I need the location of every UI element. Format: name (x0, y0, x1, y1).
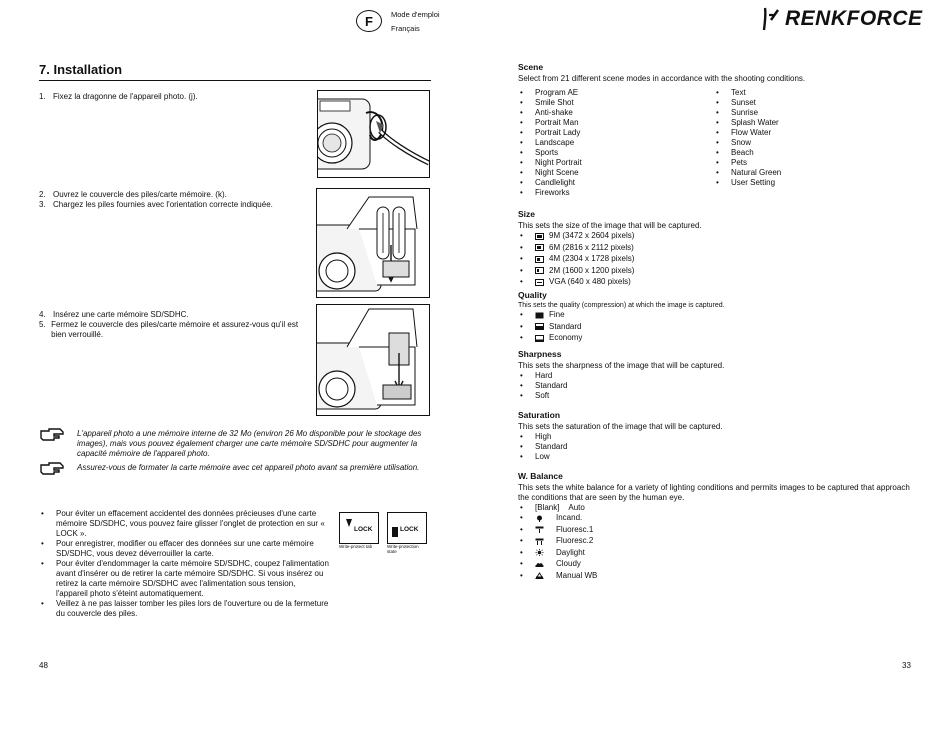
page-number-right: 33 (902, 661, 911, 670)
list-item: • Pour éviter d'endommager la carte mémoire SD/SDHC, coupez l'alimentation avant d'insérer ou de retirer la carte mémoire SD/SDHC. Si vous insérez ou retirez la carte mémoire SD/SDHC avec l'alimentation sous tension, l'appareil photo s'éteint automatiquement. (39, 559, 329, 599)
list-item: • Sunset (714, 98, 894, 108)
list-item: • Program AE (518, 88, 698, 98)
pointing-hand-icon (40, 462, 64, 481)
sharpness-description: This sets the sharpness of the image that will be captured. (518, 361, 725, 370)
list-item: • Night Scene (518, 168, 698, 178)
wb-option-text: • Fluoresc.2 (556, 536, 594, 545)
list-item (518, 536, 913, 548)
battery-compartment-illustration (317, 189, 429, 297)
white-balance-title: W. Balance (518, 471, 563, 481)
size-option-text: • 9M (3472 x 2604 pixels) (549, 231, 635, 240)
list-item: • Snow (714, 138, 894, 148)
quality-section (518, 290, 913, 345)
list-item: • Night Portrait (518, 158, 698, 168)
quality-description: This sets the quality (compression) at which the image is captured. (518, 302, 725, 309)
arrow-down-icon (346, 519, 352, 527)
list-item: • Landscape (518, 138, 698, 148)
list-item: • Flow Water (714, 128, 894, 138)
sharpness-section (518, 349, 913, 401)
scene-description: Select from 21 different scene modes in accordance with the shooting conditions. (518, 74, 806, 83)
economy-quality-icon (535, 335, 544, 342)
step-text: Ouvrez le couvercle des piles/carte mémoire. (k). (53, 190, 227, 199)
quality-option-text: • Economy (549, 333, 583, 342)
list-item: • Soft (518, 391, 913, 401)
battery-insertion-figure (316, 188, 430, 298)
list-item: • Text (714, 88, 894, 98)
list-item: • Natural Green (714, 168, 894, 178)
list-item: • Veillez à ne pas laisser tomber les piles lors de l'ouverture ou de la fermeture du couvercle des piles. (39, 599, 329, 619)
memory-note: L'appareil photo a une mémoire interne de 32 Mo (environ 26 Mo disponible pour le stockage des images), mais vous pouvez également charger une carte mémoire SD/SDHC pour augmenter la capacité mémoire de l'appareil photo. (77, 429, 422, 458)
step-number: 1. (39, 92, 46, 101)
lock-label: LOCK (354, 526, 373, 533)
lock-caption-left: Write-protect tab (339, 544, 373, 549)
size-title: Size (518, 209, 536, 219)
list-item: • Pour éviter un effacement accidentel des données précieuses d'une carte mémoire SD/SDHC, vous pouvez faire glisser l'onglet de protection en sur « LOCK ». (39, 509, 329, 539)
size-section (518, 209, 913, 289)
step-text: Fermez le couvercle des piles/carte mémoire et assurez-vous qu'il est bien verrouillé. (51, 320, 299, 339)
list-item (518, 266, 913, 278)
sharpness-list (518, 371, 913, 401)
format-note: Assurez-vous de formater la carte mémoire avec cet appareil photo avant sa première utilisation. (77, 463, 420, 472)
step-3 (39, 200, 309, 210)
pointing-hand-icon (40, 428, 64, 447)
manual-wb-icon (535, 572, 544, 579)
white-balance-section (518, 471, 913, 582)
write-protect-figure (339, 512, 429, 552)
scene-list-col1 (518, 88, 698, 198)
list-item: • Smile Shot (518, 98, 698, 108)
section-title: 7. Installation (39, 62, 431, 81)
step-number: 2. (39, 190, 46, 199)
list-item: • Pour enregistrer, modifier ou effacer des données sur une carte mémoire SD/SDHC, vous devez déverrouiller la carte. (39, 539, 329, 559)
size-option-text: • VGA (640 x 480 pixels) (549, 277, 631, 286)
list-item: • Standard (518, 381, 913, 391)
list-item (518, 254, 913, 266)
wb-option-text: Auto (568, 503, 585, 512)
list-item: • User Setting (714, 178, 894, 188)
wb-option-text: • Cloudy (556, 559, 581, 568)
list-item: • Standard (518, 442, 913, 452)
saturation-section (518, 410, 913, 462)
list-item (518, 513, 913, 525)
list-item: • Candlelight (518, 178, 698, 188)
list-item (518, 333, 913, 345)
quality-list (518, 310, 913, 345)
list-item (518, 322, 913, 334)
size-list (518, 231, 913, 289)
steps-2-3 (39, 190, 309, 210)
list-item (518, 559, 913, 571)
white-balance-list (518, 503, 913, 582)
strap-attachment-figure (317, 90, 430, 178)
fluorescent-2-icon (535, 538, 544, 545)
step-4 (39, 310, 311, 320)
quality-title: Quality (518, 290, 547, 300)
sd-card-lock-drawing (339, 512, 379, 544)
sd-card-insertion-figure (316, 304, 430, 416)
sd-card-locked-drawing (387, 512, 427, 544)
list-item (518, 571, 913, 583)
step-number: 5. (39, 320, 46, 329)
list-item (518, 243, 913, 255)
fluorescent-1-icon (535, 526, 544, 533)
saturation-description: This sets the saturation of the image that will be captured. (518, 422, 723, 431)
scene-list-col2 (714, 88, 894, 188)
scene-title: Scene (518, 62, 544, 72)
lock-tab (392, 527, 398, 537)
step-number: 4. (39, 310, 46, 319)
size-option-text: • 2M (1600 x 1200 pixels) (549, 265, 635, 275)
2m-size-icon (535, 267, 544, 274)
quality-option-text: • Fine (549, 310, 565, 319)
step-number: 3. (39, 200, 46, 209)
incandescent-icon (535, 515, 544, 522)
9m-size-icon (535, 233, 544, 240)
steps-4-5 (39, 310, 311, 340)
brand-name: RENKFORCE (785, 7, 923, 30)
camera-strap-illustration (318, 91, 429, 177)
list-item: • Sports (518, 148, 698, 158)
mode-line-2: Français (391, 24, 420, 33)
step-text: Insérez une carte mémoire SD/SDHC. (53, 310, 189, 319)
sd-card-bullets (39, 509, 329, 619)
size-option-text: • 6M (2816 x 2112 pixels) (549, 242, 634, 252)
list-item: • Fireworks (518, 188, 698, 198)
cloud-icon (535, 561, 544, 568)
list-item (518, 548, 913, 560)
list-item: • Portrait Man (518, 118, 698, 128)
sd-card-slot-illustration (317, 305, 429, 415)
list-item (518, 277, 913, 289)
list-item: • Portrait Lady (518, 128, 698, 138)
wb-option-text: • Manual WB (556, 570, 598, 580)
blank-label: [Blank] (535, 503, 560, 512)
list-item: • Hard (518, 371, 913, 381)
vga-size-icon (535, 279, 544, 286)
fine-quality-icon (535, 312, 544, 319)
list-item (518, 525, 913, 537)
lock-caption-right: Write-protection state (387, 544, 419, 554)
list-item: • Anti-shake (518, 108, 698, 118)
sharpness-title: Sharpness (518, 349, 562, 359)
lock-label: LOCK (400, 526, 419, 533)
list-item: • Sunrise (714, 108, 894, 118)
sun-icon (535, 549, 544, 556)
wb-option-text: • Incand. (556, 513, 583, 522)
saturation-title: Saturation (518, 410, 561, 420)
step-5 (39, 320, 311, 340)
list-item: • Low (518, 452, 913, 462)
page-number-left: 48 (39, 661, 48, 670)
scene-section (518, 62, 913, 84)
size-option-text: • 4M (2304 x 1728 pixels) (549, 254, 635, 263)
brand-mark-icon (760, 6, 780, 32)
step-text: Chargez les piles fournies avec l'orientation correcte indiquée. (53, 200, 273, 209)
step-1 (39, 92, 309, 102)
6m-size-icon (535, 244, 544, 251)
mode-line-1: Mode d'emploi (391, 10, 440, 19)
step-2 (39, 190, 309, 200)
wb-option-text: • Fluoresc.1 (556, 524, 594, 534)
quality-option-text: • Standard (549, 321, 582, 331)
list-item: • Splash Water (714, 118, 894, 128)
language-badge: F (356, 10, 382, 32)
list-item: • Beach (714, 148, 894, 158)
step-text: Fixez la dragonne de l'appareil photo. (j). (53, 92, 198, 101)
brand-logo (760, 6, 923, 32)
saturation-list (518, 432, 913, 462)
list-item (518, 503, 913, 513)
list-item (518, 310, 913, 322)
4m-size-icon (535, 256, 544, 263)
white-balance-description: This sets the white balance for a variety of lighting conditions and permits images to be captured that approach the conditions that are seen by the human eye. (518, 483, 910, 502)
manual-mode-label (391, 10, 440, 34)
list-item (518, 231, 913, 243)
wb-option-text: • Daylight (556, 547, 585, 557)
standard-quality-icon (535, 323, 544, 330)
list-item: • High (518, 432, 913, 442)
size-description: This sets the size of the image that will be captured. (518, 221, 702, 230)
list-item: • Pets (714, 158, 894, 168)
